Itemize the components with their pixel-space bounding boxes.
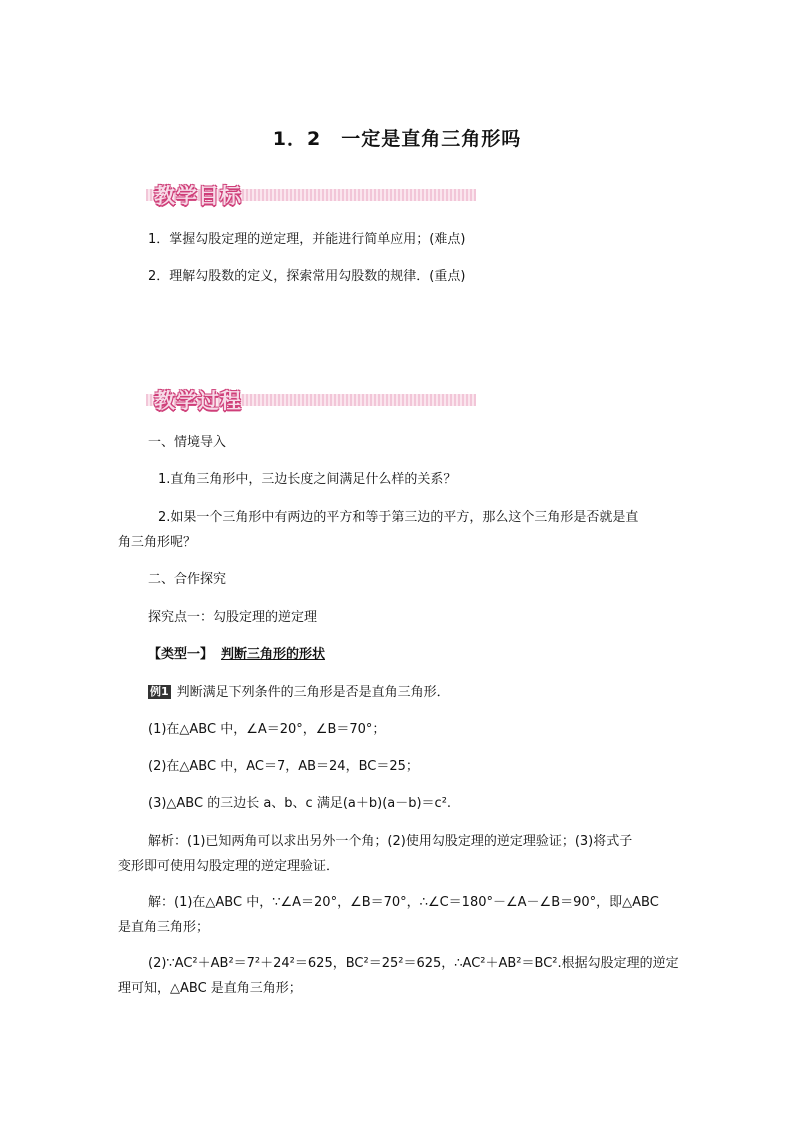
- type-heading: [148, 645, 325, 665]
- page-title: 1．2 一定是直角三角形吗: [272, 128, 522, 150]
- example-item-3: (3)△ABC 的三边长 a、b、c 满足(a＋b)(a－b)＝c².: [148, 796, 452, 811]
- banner-label: 教学目标: [154, 184, 242, 208]
- example-text: 判断满足下列条件的三角形是否是直角三角形．: [176, 685, 450, 700]
- intro-question-1: 1.直角三角形中，三边长度之间满足什么样的关系？: [158, 472, 457, 487]
- analysis-line2: 变形即可使用勾股定理的逆定理验证．: [118, 859, 340, 874]
- analysis-line1: 解析：(1)已知两角可以求出另外一个角；(2)使用勾股定理的逆定理验证；(3)将式子: [148, 834, 633, 849]
- type-label: 【类型一】: [148, 647, 214, 662]
- solution-2-line2: 理可知，△ABC 是直角三角形；: [118, 981, 302, 996]
- solution-1-line2: 是直角三角形；: [118, 920, 210, 935]
- example-item-2: (2)在△ABC 中，AC＝7，AB＝24，BC＝25；: [148, 759, 419, 774]
- example-badge: 例1: [150, 685, 169, 698]
- teaching-process-banner: [146, 385, 476, 415]
- section-heading-explore: 二、合作探究: [148, 572, 227, 587]
- solution-2-line1: (2)∵AC²＋AB²＝7²＋24²＝625，BC²＝25²＝625，∴AC²＋AB²＝BC².根据勾股定理的逆定: [148, 956, 679, 971]
- intro-question-2-line2: 角三角形呢？: [118, 535, 197, 550]
- teaching-goals-banner: [146, 180, 476, 210]
- example-item-1: (1)在△ABC 中，∠A＝20°，∠B＝70°；: [148, 722, 386, 737]
- intro-question-2-line1: 2.如果一个三角形中有两边的平方和等于第三边的平方，那么这个三角形是否就是直: [158, 510, 639, 525]
- solution-1-line1: 解：(1)在△ABC 中，∵∠A＝20°，∠B＝70°，∴∠C＝180°－∠A－∠B＝90°，即△ABC: [148, 895, 659, 910]
- goal-item-1: 1．掌握勾股定理的逆定理，并能进行简单应用；(难点): [148, 232, 466, 247]
- type-title: 判断三角形的形状: [221, 647, 326, 662]
- goal-item-2: 2．理解勾股数的定义，探索常用勾股数的规律．(重点): [148, 269, 466, 284]
- banner-label: 教学过程: [154, 389, 242, 413]
- section-heading-intro: 一、情境导入: [148, 435, 227, 450]
- explore-point-1: 探究点一：勾股定理的逆定理: [148, 610, 318, 625]
- example-1: [148, 683, 450, 703]
